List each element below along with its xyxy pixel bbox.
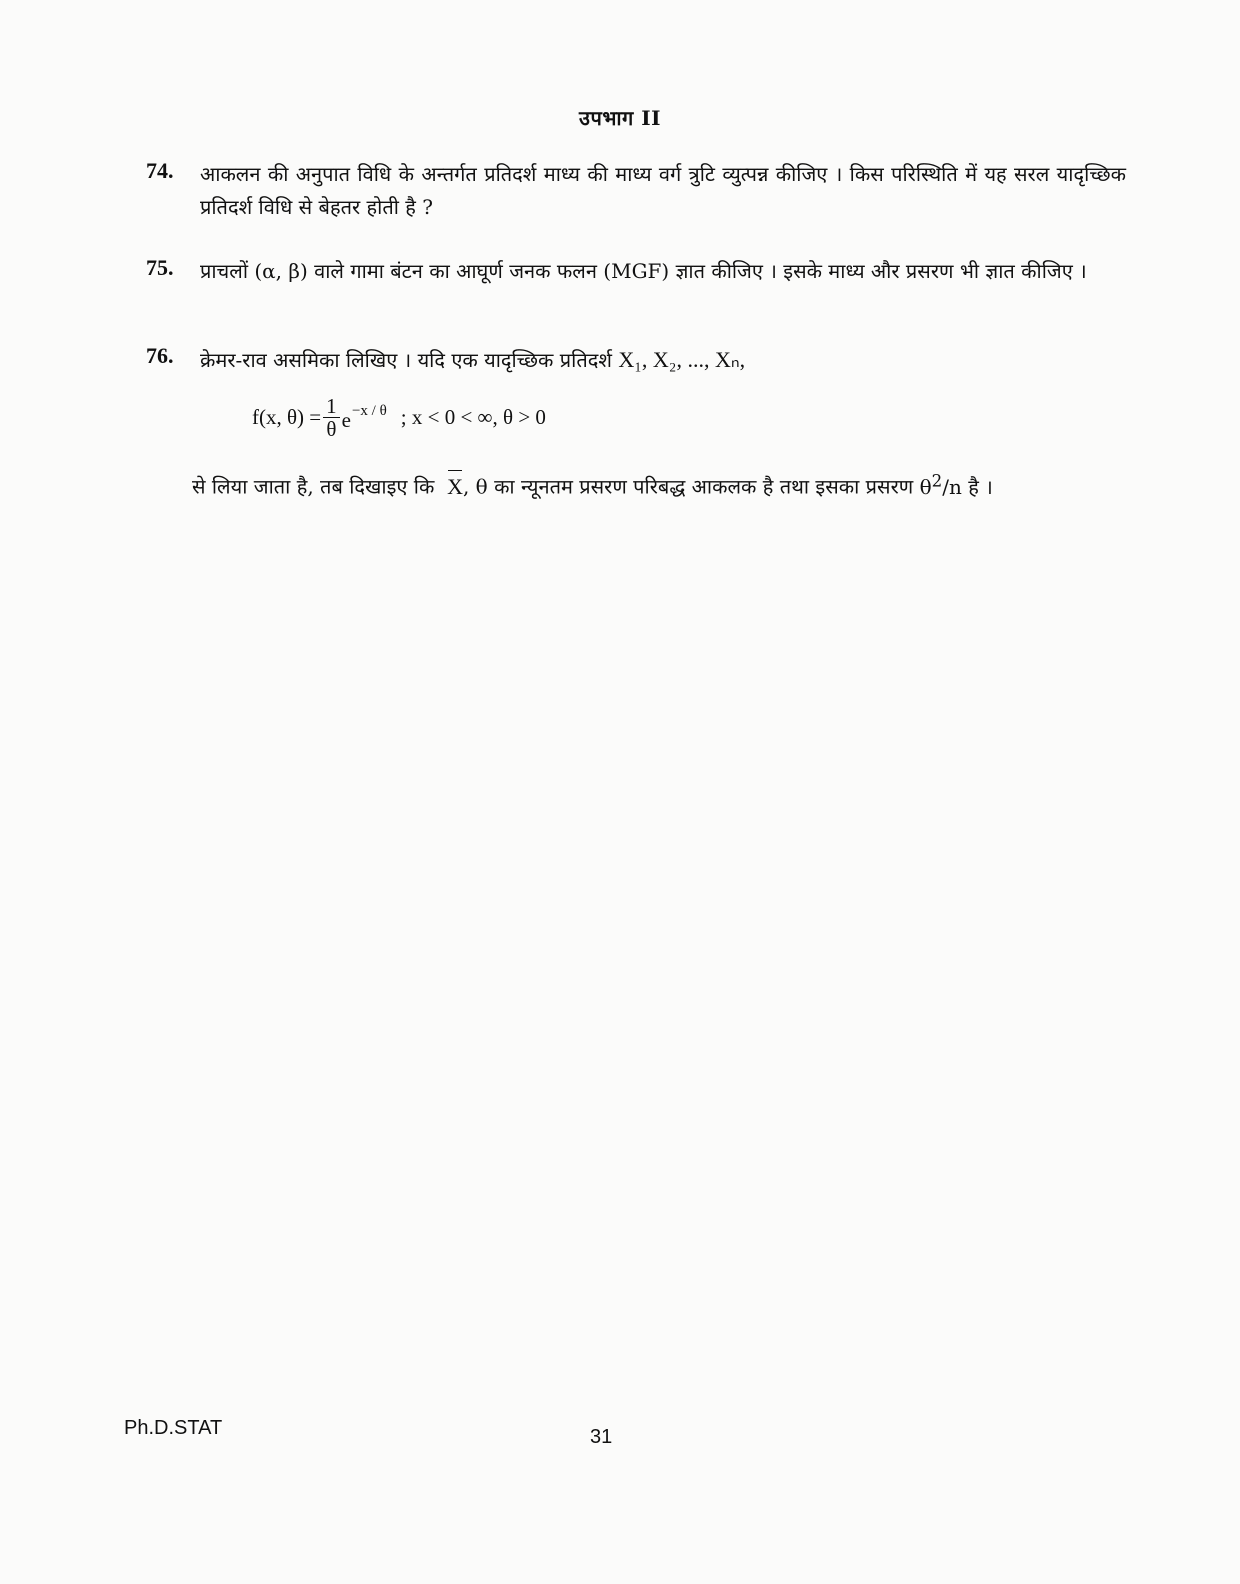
sample-notation: X₁, X₂, ..., Xₙ, (618, 347, 746, 372)
pdf-formula (252, 395, 546, 440)
subsection-title: उपभाग II (579, 106, 661, 130)
question-number: 76. (146, 343, 174, 368)
question-75 (146, 255, 1126, 288)
formula-fraction (323, 395, 340, 440)
continuation-after: , θ का न्यूनतम प्रसरण परिबद्ध आकलक है तथा इसका प्रसरण (462, 474, 914, 499)
question-74 (146, 158, 1126, 224)
formula-lhs: f(x, θ) = (252, 405, 322, 429)
fraction-numerator: 1 (323, 395, 340, 418)
exp-power: −x / θ (351, 402, 387, 419)
fraction-denominator: θ (326, 417, 337, 441)
page-number: 31 (590, 1426, 613, 1448)
question-number: 75. (146, 255, 174, 280)
question-76-continuation (192, 462, 1096, 506)
question-number: 74. (146, 158, 174, 183)
x-bar-symbol: X (447, 468, 463, 506)
question-text-intro: क्रेमर-राव असमिका लिखिए । यदि एक यादृच्छिक प्रतिदर्श (200, 348, 612, 372)
continuation-before: से लिया जाता है, तब दिखाइए कि (192, 474, 435, 499)
variance-base: θ (919, 474, 932, 499)
question-text: प्राचलों (α, β) वाले गामा बंटन का आघूर्ण जनक फलन (MGF) ज्ञात कीजिए । इसके माध्य और प्रसरण भी ज्ञात कीजिए । (200, 259, 1087, 283)
formula-condition: ; x < 0 < ∞, θ > 0 (400, 405, 546, 429)
question-text (200, 343, 1126, 377)
exp-base: e (341, 407, 351, 432)
question-text: आकलन की अनुपात विधि के अन्तर्गत प्रतिदर्श माध्य की माध्य वर्ग त्रुटि व्युत्पन्न कीजिए । किस परिस्थिति में यह सरल यादृच्छिक प्रतिदर्श विधि से बेहतर होती है ? (200, 162, 1126, 219)
formula-exponential (342, 403, 387, 433)
footer-code: Ph.D.STAT (124, 1417, 223, 1439)
variance-exponent: 2 (931, 471, 943, 490)
variance-expression (919, 471, 993, 499)
question-76 (146, 343, 1126, 377)
variance-rest: /n है । (942, 474, 993, 499)
